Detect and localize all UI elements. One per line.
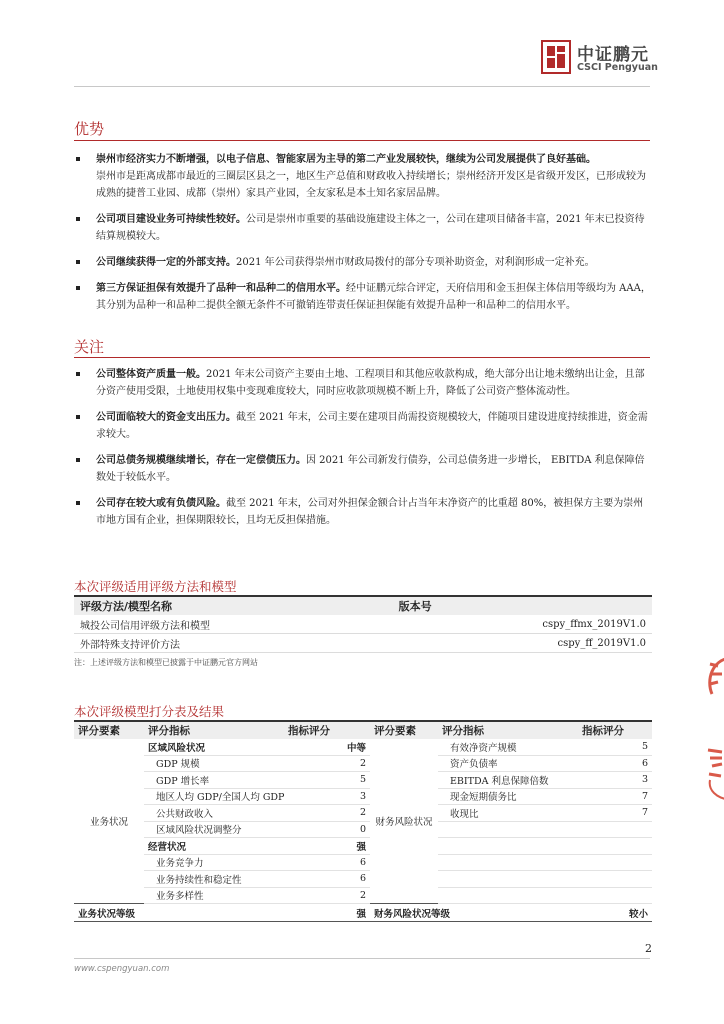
right-score: 7 (578, 805, 652, 822)
business-grade-label: 业务状况等级 (74, 904, 284, 922)
bullet-icon (76, 415, 80, 419)
logo-english-name: CSCI Pengyuan (577, 62, 658, 73)
financial-grade-value: 较小 (578, 904, 652, 922)
score-table (74, 720, 652, 922)
right-score: 6 (578, 755, 652, 772)
business-grade-value: 强 (284, 904, 370, 922)
concern-lead: 公司面临较大的资金支出压力。 (96, 412, 236, 423)
column-header: 评分要素 (74, 721, 144, 739)
left-score: 6 (284, 871, 370, 888)
left-indicator: 业务持续性和稳定性 (144, 871, 284, 888)
left-indicator: 区域风险状况 (144, 739, 284, 755)
right-indicator: EBITDA 利息保障倍数 (438, 772, 578, 789)
right-indicator (438, 887, 578, 904)
right-score (578, 887, 652, 904)
concern-body: 因 2021 年公司新发行债券，公司总债务进一步增长， EBITDA 利息保障倍数处于较低水平。 (96, 455, 645, 483)
strength-body: 经中证鹏元综合评定，天府信用和金玉担保主体信用等级均为 AAA，其分别为品种一和品种二提供全额无条件不可撤销连带责任保证担保能有效提升品种一和品种二的信用水平。 (96, 283, 651, 311)
concerns-title-underline (74, 357, 650, 358)
right-indicator (438, 871, 578, 888)
strengths-title-underline (74, 140, 650, 141)
bullet-icon (76, 157, 80, 161)
bullet-icon (76, 286, 80, 290)
right-score (578, 871, 652, 888)
concern-item (74, 495, 652, 529)
strengths-title: 优势 (74, 120, 105, 138)
left-score: 6 (284, 854, 370, 871)
method-name: 外部特殊支持评价方法 (74, 634, 393, 653)
right-score (578, 821, 652, 838)
bullet-icon (76, 372, 80, 376)
strength-body: 公司是崇州市重要的基础设施建设主体之一，公司在建项目储备丰富，2021 年末已投资待结算规模较大。 (96, 214, 645, 242)
strength-lead: 公司项目建设业务可持续性较好。 (96, 214, 246, 225)
strength-lead: 公司继续获得一定的外部支持。 (96, 257, 236, 268)
concern-lead: 公司整体资产质量一般。 (96, 369, 206, 380)
bullet-icon (76, 217, 80, 221)
left-group-label: 业务状况 (89, 817, 128, 828)
financial-grade-label: 财务风险状况等级 (370, 904, 578, 922)
left-indicator: 业务多样性 (144, 887, 284, 904)
page-number: 2 (645, 942, 652, 955)
table-row (74, 615, 652, 634)
footer-url: www.cspengyuan.com (74, 964, 170, 974)
concern-body: 截至 2021 年末，公司对外担保金额合计占当年末净资产的比重超 80%，被担保方主要为崇州市地方国有企业，担保期限较长，且均无反担保措施。 (96, 498, 644, 526)
right-group-label: 财务风险状况 (375, 817, 433, 828)
logo-mark-icon (541, 40, 571, 74)
table-row (74, 854, 652, 871)
concern-item (74, 409, 652, 443)
table-row (74, 838, 652, 855)
table-row (74, 887, 652, 904)
column-header: 评分指标 (438, 721, 578, 739)
bullet-icon (76, 260, 80, 264)
left-indicator: 公共财政收入 (144, 805, 284, 822)
left-indicator: 区域风险状况调整分 (144, 821, 284, 838)
table-header-row (74, 721, 652, 739)
table-row (74, 821, 652, 838)
strength-item (74, 254, 652, 271)
footer-divider (74, 958, 650, 959)
left-indicator: 地区人均 GDP/全国人均 GDP (144, 788, 284, 805)
table-row (74, 634, 652, 653)
left-score: 3 (284, 788, 370, 805)
column-header: 版本号 (393, 596, 652, 615)
right-score: 5 (578, 739, 652, 755)
right-indicator: 资产负债率 (438, 755, 578, 772)
concern-lead: 公司总债务规模继续增长，存在一定偿债压力。 (96, 455, 306, 466)
left-score: 0 (284, 821, 370, 838)
concern-body: 2021 年末公司资产主要由土地、工程项目和其他应收款构成，绝大部分出让地未缴纳出让金，且部分资产使用受限，土地使用权集中变现难度较大，同时应收款项规模不断上升，降低了公司资产整体流动性。 (96, 369, 645, 397)
strength-item (74, 151, 652, 202)
table-row (74, 755, 652, 772)
right-indicator (438, 821, 578, 838)
table-row (74, 739, 652, 755)
left-score: 5 (284, 772, 370, 789)
column-header: 评分要素 (370, 721, 438, 739)
methods-table-title: 本次评级适用评级方法和模型 (74, 579, 237, 594)
concern-item (74, 366, 652, 400)
table-row (74, 788, 652, 805)
left-indicator: 业务竞争力 (144, 854, 284, 871)
method-name: 城投公司信用评级方法和模型 (74, 615, 393, 634)
header-divider (74, 86, 650, 87)
bullet-icon (76, 501, 80, 505)
left-indicator: GDP 规模 (144, 755, 284, 772)
table-row (74, 805, 652, 822)
right-indicator: 收现比 (438, 805, 578, 822)
right-indicator (438, 854, 578, 871)
method-version: cspy_ffmx_2019V1.0 (393, 615, 652, 634)
left-indicator: 经营状况 (144, 838, 284, 855)
right-score (578, 854, 652, 871)
right-indicator (438, 838, 578, 855)
table-header-row (74, 596, 652, 615)
strength-item (74, 211, 652, 245)
concern-body: 截至 2021 年末，公司主要在建项目尚需投资规模较大，伴随项目建设进度持续推进，资金需求较大。 (96, 412, 648, 440)
concerns-list (74, 366, 652, 538)
concerns-title: 关注 (74, 338, 105, 356)
table-row (74, 871, 652, 888)
score-table-title: 本次评级模型打分表及结果 (74, 704, 225, 719)
right-score: 7 (578, 788, 652, 805)
left-score: 中等 (284, 739, 370, 755)
left-indicator: GDP 增长率 (144, 772, 284, 789)
strengths-list (74, 151, 652, 323)
left-score: 强 (284, 838, 370, 855)
column-header: 评级方法/模型名称 (74, 596, 393, 615)
logo-chinese-name: 中证鹏元 (577, 45, 649, 65)
strength-item (74, 280, 652, 314)
strength-lead: 第三方保证担保有效提升了品种一和品种二的信用水平。 (96, 283, 346, 294)
table-row (74, 772, 652, 789)
left-score: 2 (284, 755, 370, 772)
strength-body: 2021 年公司获得崇州市财政局拨付的部分专项补助资金，对利润形成一定补充。 (236, 257, 595, 268)
strength-body: 崇州市是距离成都市最近的三圈层区县之一，地区生产总值和财政收入持续增长；崇州经济开发区是省级开发区，已形成较为成熟的捷普工业园、成都（崇州）家具产业园，全友家私是本土知名家居品牌。 (96, 171, 646, 199)
column-header: 指标评分 (284, 721, 370, 739)
company-logo (541, 40, 658, 76)
methods-table (74, 595, 652, 653)
score-footer-row (74, 904, 652, 922)
concern-lead: 公司存在较大或有负债风险。 (96, 498, 226, 509)
column-header: 指标评分 (578, 721, 652, 739)
methods-note: 注：上述评级方法和模型已披露于中证鹏元官方网站 (74, 658, 258, 667)
column-header: 评分指标 (144, 721, 284, 739)
left-score: 2 (284, 887, 370, 904)
right-indicator: 现金短期债务比 (438, 788, 578, 805)
seal-stamp-icon (700, 650, 724, 810)
left-score: 2 (284, 805, 370, 822)
right-score: 3 (578, 772, 652, 789)
concern-item (74, 452, 652, 486)
score-table-body (74, 739, 652, 904)
right-indicator: 有效净资产规模 (438, 739, 578, 755)
method-version: cspy_ff_2019V1.0 (393, 634, 652, 653)
right-score (578, 838, 652, 855)
bullet-icon (76, 458, 80, 462)
strength-lead: 崇州市经济实力不断增强，以电子信息、智能家居为主导的第二产业发展较快，继续为公司发展提供了良好基础。 (96, 154, 596, 165)
